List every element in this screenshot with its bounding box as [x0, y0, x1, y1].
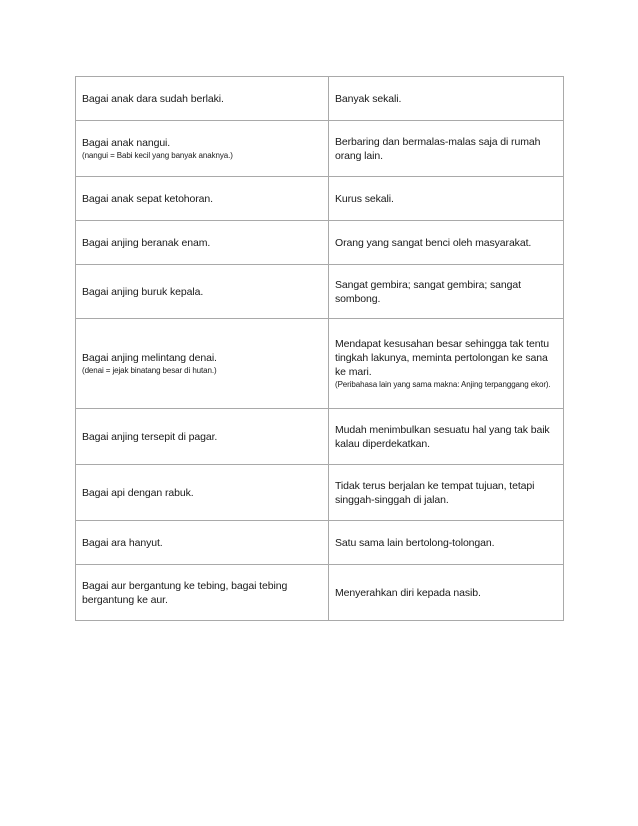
meaning-text: Mendapat kesusahan besar sehingga tak tentu tingkah lakunya, meminta pertolongan ke sana ke mari.	[335, 338, 550, 378]
meaning-text: Orang yang sangat benci oleh masyarakat.	[335, 236, 532, 249]
peribahasa-cell	[76, 465, 329, 521]
peribahasa-text: Bagai anjing beranak enam.	[82, 236, 211, 249]
meaning-text: Menyerahkan diri kepada nasib.	[335, 586, 481, 599]
peribahasa-cell	[76, 265, 329, 319]
meaning-text: Mudah menimbulkan sesuatu hal yang tak baik kalau diperdekatkan.	[335, 423, 550, 450]
peribahasa-cell	[76, 177, 329, 221]
peribahasa-text: Bagai api dengan rabuk.	[82, 486, 194, 499]
table-row	[76, 409, 564, 465]
meaning-cell	[329, 77, 564, 121]
peribahasa-cell	[76, 77, 329, 121]
peribahasa-note: (denai = jejak binatang besar di hutan.)	[82, 366, 217, 375]
peribahasa-text: Bagai anak sepat ketohoran.	[82, 192, 213, 205]
meaning-cell	[329, 177, 564, 221]
peribahasa-cell	[76, 121, 329, 177]
meaning-text: Satu sama lain bertolong-tolongan.	[335, 536, 495, 549]
meaning-cell	[329, 265, 564, 319]
meaning-cell	[329, 319, 564, 409]
peribahasa-table-container	[75, 76, 563, 621]
meaning-cell	[329, 121, 564, 177]
meaning-cell	[329, 465, 564, 521]
table-row	[76, 521, 564, 565]
peribahasa-cell	[76, 319, 329, 409]
meaning-cell	[329, 409, 564, 465]
meaning-cell	[329, 565, 564, 621]
table-row	[76, 221, 564, 265]
meaning-note: (Peribahasa lain yang sama makna: Anjing terpanggang ekor).	[335, 380, 551, 389]
peribahasa-text: Bagai ara hanyut.	[82, 536, 163, 549]
peribahasa-text: Bagai anak nangui.	[82, 137, 171, 149]
peribahasa-text: Bagai anjing buruk kepala.	[82, 285, 204, 298]
meaning-text: Sangat gembira; sangat gembira; sangat sombong.	[335, 278, 521, 305]
peribahasa-cell	[76, 565, 329, 621]
meaning-text: Kurus sekali.	[335, 192, 394, 205]
table-row	[76, 565, 564, 621]
peribahasa-table	[75, 76, 564, 621]
peribahasa-cell	[76, 409, 329, 465]
peribahasa-cell	[76, 521, 329, 565]
meaning-cell	[329, 521, 564, 565]
table-row	[76, 319, 564, 409]
meaning-text: Tidak terus berjalan ke tempat tujuan, tetapi singgah-singgah di jalan.	[335, 479, 535, 506]
table-row	[76, 121, 564, 177]
table-row	[76, 465, 564, 521]
peribahasa-text: Bagai aur bergantung ke tebing, bagai tebing bergantung ke aur.	[82, 579, 288, 606]
peribahasa-text: Bagai anjing melintang denai.	[82, 352, 217, 364]
peribahasa-text: Bagai anak dara sudah berlaki.	[82, 92, 224, 105]
peribahasa-cell	[76, 221, 329, 265]
table-row	[76, 265, 564, 319]
meaning-text: Berbaring dan bermalas-malas saja di rumah orang lain.	[335, 135, 541, 162]
table-row	[76, 177, 564, 221]
peribahasa-note: (nangui = Babi kecil yang banyak anaknya.)	[82, 151, 233, 160]
meaning-cell	[329, 221, 564, 265]
peribahasa-text: Bagai anjing tersepit di pagar.	[82, 430, 218, 443]
meaning-text: Banyak sekali.	[335, 92, 402, 105]
table-row	[76, 77, 564, 121]
